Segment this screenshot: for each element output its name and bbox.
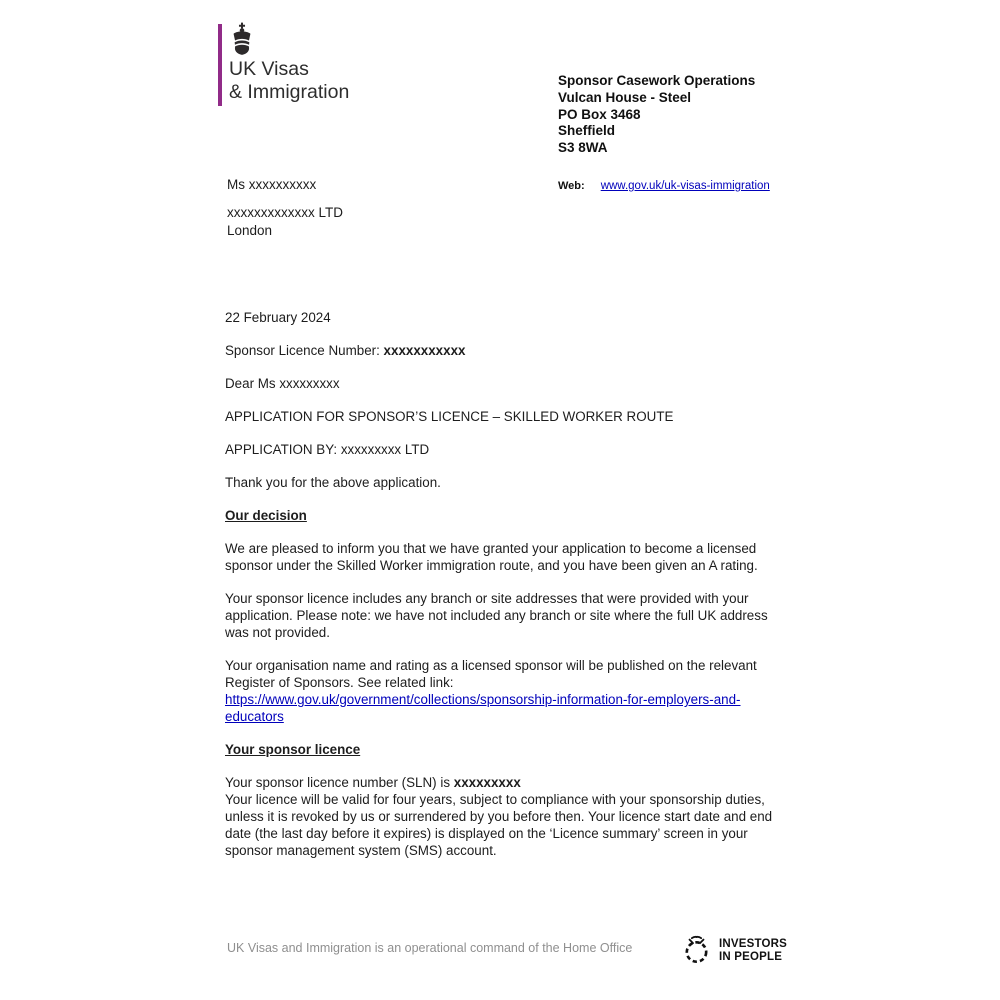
licence-number-value: xxxxxxxxxxx (383, 343, 466, 358)
subject-line-1: APPLICATION FOR SPONSOR’S LICENCE – SKILLED WORKER ROUTE (225, 409, 674, 424)
recipient-city: London (227, 223, 273, 238)
licence-number-label: Sponsor Licence Number: (225, 343, 384, 358)
logo-accent-bar (218, 24, 222, 106)
recipient-company: xxxxxxxxxxxxx LTD (227, 205, 344, 220)
web-label: Web: (558, 180, 585, 192)
crown-icon (231, 22, 253, 58)
register-of-sponsors-link[interactable]: https://www.gov.uk/government/collections/sponsorship-information-for-employers-and-educators (225, 692, 741, 724)
section-heading-your-sponsor-licence: Your sponsor licence (225, 742, 361, 757)
logo-line2: & Immigration (229, 80, 350, 103)
logo-line1: UK Visas (229, 58, 309, 80)
letter-body (225, 309, 778, 875)
sender-line: Vulcan House - Steel (558, 89, 692, 105)
laurel-wreath-icon (681, 934, 712, 967)
sender-line: S3 8WA (558, 140, 608, 156)
paragraph-register-text: Your organisation name and rating as a licensed sponsor will be published on the relevant Register of Sponsors. See related link: (225, 658, 757, 690)
paragraph-validity: Your licence will be valid for four years, subject to compliance with your sponsorship duties, unless it is revoked by us or surrendered by you before then. Your licence start date and end date (the last day before it expires) is displayed on the ‘Licence summary’ screen in your sponsor management system (SMS) account. (225, 792, 773, 858)
web-line (558, 180, 770, 192)
sln-label: Your sponsor licence number (SLN) is (225, 775, 454, 790)
sender-line: Sponsor Casework Operations (558, 73, 756, 88)
gov-uk-link[interactable]: www.gov.uk/uk-visas-immigration (600, 180, 770, 192)
paragraph-branches: Your sponsor licence includes any branch or site addresses that were provided with your application. Please note: we have not included any branch or site where the full UK address was not provided. (225, 591, 768, 640)
sender-line: PO Box 3468 (558, 106, 641, 122)
iip-text: INVESTORS IN PEOPLE (719, 937, 788, 963)
sender-line: Sheffield (558, 123, 616, 139)
letter-date: 22 February 2024 (225, 310, 331, 325)
sln-value: xxxxxxxxx (453, 775, 521, 790)
sender-address (558, 73, 755, 157)
investors-in-people-logo (681, 934, 787, 967)
recipient-address (227, 176, 343, 240)
licence-number-line (225, 342, 778, 359)
recipient-name: Ms xxxxxxxxxx (227, 177, 317, 192)
ukvi-logo-text (229, 58, 349, 103)
sln-line (225, 774, 778, 791)
subject-line-2: APPLICATION BY: xxxxxxxxx LTD (225, 442, 430, 457)
section-heading-our-decision: Our decision (225, 508, 307, 523)
thanks-line: Thank you for the above application. (225, 475, 441, 490)
paragraph-register (225, 657, 778, 725)
footer-disclaimer: UK Visas and Immigration is an operational command of the Home Office (227, 941, 633, 955)
paragraph-decision: We are pleased to inform you that we have granted your application to become a licensed sponsor under the Skilled Worker immigration route, and you have been given an A rating. (225, 541, 758, 573)
salutation: Dear Ms xxxxxxxxx (225, 376, 340, 391)
